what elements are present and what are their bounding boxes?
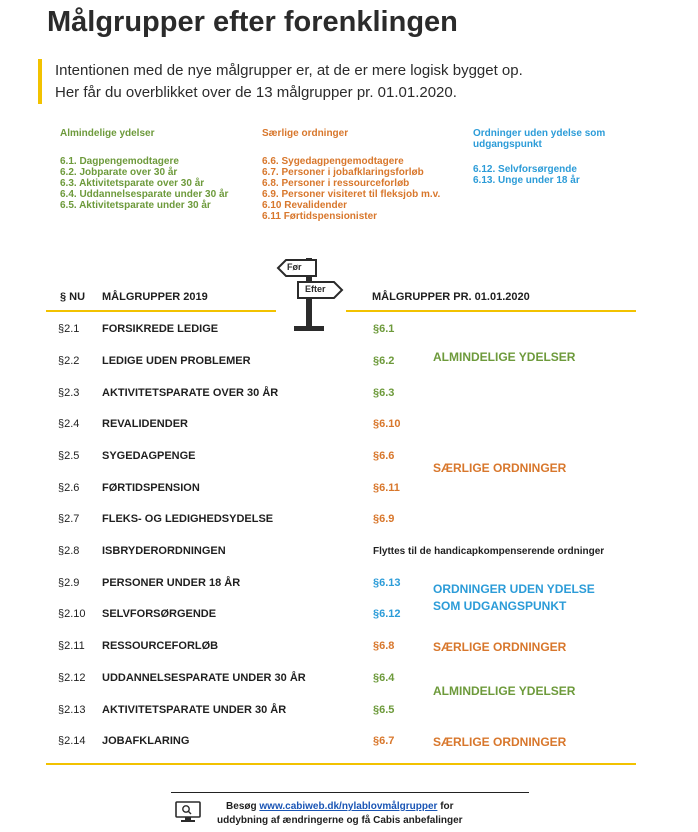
footer-suffix: for [440,801,454,812]
group-heading: Almindelige ydelser [60,128,155,139]
row-para: §2.4 [58,418,80,430]
row-new-para: §6.2 [373,355,395,367]
group-item: 6.9. Personer visiteret til fleksjob m.v. [262,189,441,200]
group-item: 6.13. Unge under 18 år [473,175,580,186]
row-name: ISBRYDERORDNINGEN [102,545,226,557]
group-item: 6.2. Jobparate over 30 år [60,167,178,178]
row-name: AKTIVITETSPARATE UNDER 30 ÅR [102,704,287,716]
row-name: RESSOURCEFORLØB [102,640,219,652]
footer-prefix: Besøg [226,801,257,812]
row-new-para: §6.9 [373,513,395,525]
row-new-para: §6.5 [373,704,395,716]
row-para: §2.2 [58,355,80,367]
row-para: §2.10 [58,608,86,620]
row-para: §2.1 [58,323,80,335]
row-para: §2.6 [58,482,80,494]
row-para: §2.3 [58,387,80,399]
row-name: LEDIGE UDEN PROBLEMER [102,355,251,367]
row-para: §2.8 [58,545,80,557]
group-label-line-1: ORDNINGER UDEN YDELSE [433,582,595,596]
group-item: 6.6. Sygedagpengemodtagere [262,156,404,167]
header-groups-2019: MÅLGRUPPER 2019 [102,291,208,303]
group-heading-line-1: Ordninger uden ydelse som [473,128,606,139]
signpost-before-label: Før [287,262,302,272]
row-new-para: §6.7 [373,735,395,747]
group-ordninger-uden-ydelse [473,128,605,186]
row-new-para: §6.11 [373,482,400,494]
intro-accent-bar [38,59,42,104]
footer-divider [171,792,529,793]
cabiweb-link[interactable]: www.cabiweb.dk/nylablovmålgrupper [259,801,438,812]
header-para-now: § NU [60,291,86,303]
group-label-saerlige: SÆRLIGE ORDNINGER [433,640,567,654]
row-para: §2.5 [58,450,80,462]
row-new-para: §6.8 [373,640,395,652]
row-new-para: §6.4 [373,672,395,684]
group-item: 6.8. Personer i ressourceforløb [262,178,410,189]
row-para: §2.12 [58,672,86,684]
footer-line-1 [217,800,463,814]
group-item: 6.10 Revalidender [262,200,348,211]
row-new-para: §6.10 [373,418,401,430]
row-name: UDDANNELSESPARATE UNDER 30 ÅR [102,672,306,684]
group-item: 6.12. Selvforsørgende [473,164,577,175]
row-name: SYGEDAGPENGE [102,450,196,462]
group-label-almindelige: ALMINDELIGE YDELSER [433,350,576,364]
row-name: AKTIVITETSPARATE OVER 30 ÅR [102,387,279,399]
intro-line-2: Her får du overblikket over de 13 målgrupper pr. 01.01.2020. [55,84,457,101]
group-label-uden-ydelse [433,581,595,615]
group-item: 6.1. Dagpengemodtagere [60,156,179,167]
page-title: Målgrupper efter forenklingen [47,6,458,38]
group-heading: Særlige ordninger [262,128,349,139]
row-name: FORSIKREDE LEDIGE [102,323,219,335]
header-groups-2020: MÅLGRUPPER PR. 01.01.2020 [372,291,530,303]
footer-text [217,800,463,828]
table-bottom-divider [46,763,636,765]
row-name: SELVFORSØRGENDE [102,608,217,620]
signpost-after-label: Efter [305,284,326,294]
group-item: 6.3. Aktivitetsparate over 30 år [60,178,205,189]
group-label-saerlige: SÆRLIGE ORDNINGER [433,461,567,475]
group-label-line-2: SOM UDGANGSPUNKT [433,599,567,613]
intro-text [55,60,523,104]
group-item: 6.11 Førtidspensionister [262,211,378,222]
row-note: Flyttes til de handicapkompenserende ordninger [373,546,605,557]
footer-line-2: uddybning af ændringerne og få Cabis anbefalinger [217,815,463,826]
row-name: FØRTIDSPENSION [102,482,200,494]
row-name: PERSONER UNDER 18 ÅR [102,577,241,589]
row-para: §2.11 [58,640,85,652]
group-item: 6.7. Personer i jobafklaringsforløb [262,167,424,178]
row-new-para: §6.6 [373,450,395,462]
row-para: §2.7 [58,513,80,525]
computer-icon [174,800,202,824]
group-item: 6.4. Uddannelsesparate under 30 år [60,189,229,200]
group-item: 6.5. Aktivitetsparate under 30 år [60,200,211,211]
group-label-almindelige: ALMINDELIGE YDELSER [433,684,576,698]
row-new-para: §6.3 [373,387,395,399]
row-para: §2.14 [58,735,86,747]
group-saerlige-ordninger [262,128,440,222]
row-new-para: §6.1 [373,323,395,335]
group-label-saerlige: SÆRLIGE ORDNINGER [433,735,567,749]
row-name: FLEKS- OG LEDIGHEDSYDELSE [102,513,274,525]
row-new-para: §6.12 [373,608,401,620]
signpost-illustration [276,252,346,334]
row-name: REVALIDENDER [102,418,188,430]
row-name: JOBAFKLARING [102,735,190,747]
group-heading-line-2: udgangspunkt [473,139,542,150]
intro-line-1: Intentionen med de nye målgrupper er, at de er mere logisk bygget op. [55,62,523,79]
row-para: §2.13 [58,704,86,716]
row-para: §2.9 [58,577,80,589]
row-new-para: §6.13 [373,577,401,589]
group-almindelige-ydelser [60,128,228,211]
